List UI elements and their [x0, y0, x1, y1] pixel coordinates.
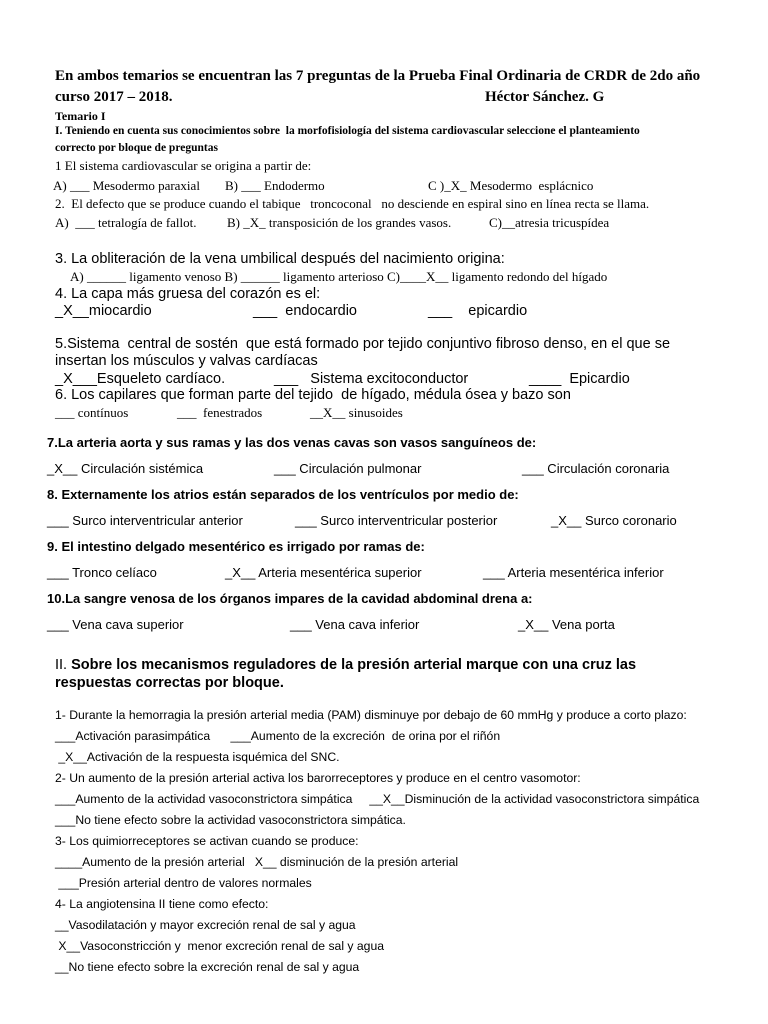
- question-8-option-c: _X__ Surco coronario: [551, 513, 677, 528]
- question-2-text: 2. El defecto que se produce cuando el tabique troncoconal no desciende en espiral sino en línea recta se llama.: [55, 196, 650, 211]
- temario-label: Temario I: [55, 109, 106, 123]
- section2-item-4-line3: __No tiene efecto sobre la excreción renal de sal y agua: [55, 960, 360, 974]
- section2-item-2-line1: ___Aumento de la actividad vasoconstrictora simpática __X__Disminución de la actividad vasoconstrictora simpática: [55, 792, 700, 806]
- section2-item-4-line2: X__Vasoconstricción y menor excreción renal de sal y agua: [55, 939, 385, 953]
- section2-item-1-question: 1- Durante la hemorragia la presión arterial media (PAM) disminuye por debajo de 60 mmHg y produce a corto plazo:: [55, 708, 687, 722]
- question-6-option-b: ___ fenestrados: [177, 405, 263, 420]
- question-2-option-b: B) _X_ transposición de los grandes vasos.: [227, 215, 452, 230]
- question-6-text: 6. Los capilares que forman parte del tejido de hígado, médula ósea y bazo son: [55, 387, 571, 403]
- section2-item-3-question: 3- Los quimiorreceptores se activan cuando se produce:: [55, 834, 359, 848]
- question-8-option-b: ___ Surco interventricular posterior: [295, 513, 498, 528]
- section2-item-2-question: 2- Un aumento de la presión arterial activa los barorreceptores y produce en el centro vasomotor:: [55, 771, 581, 785]
- question-8-option-a: ___ Surco interventricular anterior: [47, 513, 243, 528]
- question-10-option-a: ___ Vena cava superior: [47, 617, 184, 632]
- question-1-option-a: A) ___ Mesodermo paraxial: [53, 178, 200, 193]
- question-2-option-a: A) ___ tetralogía de fallot.: [55, 215, 197, 230]
- question-7-option-c: ___ Circulación coronaria: [522, 461, 670, 476]
- section2-item-4-question: 4- La angiotensina II tiene como efecto:: [55, 897, 269, 911]
- section1-intro-line2: correcto por bloque de preguntas: [55, 142, 218, 154]
- section2-item-1-line1: ___Activación parasimpática ___Aumento de la excreción de orina por el riñón: [55, 729, 501, 743]
- section2-heading-text: Sobre los mecanismos reguladores de la presión arterial marque con una cruz las: [67, 657, 637, 673]
- question-4-option-a: _X__miocardio: [55, 303, 152, 319]
- question-10-option-b: ___ Vena cava inferior: [290, 617, 420, 632]
- question-9-option-a: ___ Tronco celíaco: [47, 565, 157, 580]
- question-5-text-line2: insertan los músculos y valvas cardíacas: [55, 353, 318, 369]
- question-3-options: A) ______ ligamento venoso B) ______ ligamento arterioso C)____X__ ligamento redondo del hígado: [70, 269, 608, 284]
- section2-heading-line2: respuestas correctas por bloque.: [55, 675, 284, 691]
- section2-item-2-line2: ___No tiene efecto sobre la actividad vasoconstrictora simpática.: [55, 813, 406, 827]
- question-4-text: 4. La capa más gruesa del corazón es el:: [55, 286, 321, 302]
- question-5-option-a: _X___Esqueleto cardíaco.: [55, 371, 226, 387]
- document-title-line2: curso 2017 – 2018.: [55, 89, 173, 105]
- question-6-option-c: __X__ sinusoides: [310, 405, 403, 420]
- question-5-text-line1: 5.Sistema central de sostén que está formado por tejido conjuntivo fibroso denso, en el que se: [55, 336, 671, 352]
- question-4-option-b: ___ endocardio: [253, 303, 357, 319]
- question-9-option-c: ___ Arteria mesentérica inferior: [483, 565, 664, 580]
- question-6-option-a: ___ contínuos: [55, 405, 129, 420]
- question-3-text: 3. La obliteración de la vena umbilical después del nacimiento origina:: [55, 251, 505, 267]
- section1-intro-line1: I. Teniendo en cuenta sus conocimientos sobre la morfofisiología del sistema cardiovascular seleccione el planteamiento: [55, 125, 640, 137]
- section2-item-3-line1: ____Aumento de la presión arterial X__ disminución de la presión arterial: [55, 855, 459, 869]
- question-7-text: 7.La arteria aorta y sus ramas y las dos venas cavas son vasos sanguíneos de:: [47, 435, 537, 450]
- question-9-text: 9. El intestino delgado mesentérico es irrigado por ramas de:: [47, 539, 425, 554]
- document-author: Héctor Sánchez. G: [485, 89, 605, 105]
- question-1-option-c: C )_X_ Mesodermo esplácnico: [428, 178, 594, 193]
- question-5-option-b: ___ Sistema excitoconductor: [274, 371, 469, 387]
- document-title-line1: En ambos temarios se encuentran las 7 preguntas de la Prueba Final Ordinaria de CRDR de 2do año: [55, 68, 701, 84]
- question-7-option-a: _X__ Circulación sistémica: [47, 461, 204, 476]
- question-4-option-c: ___ epicardio: [428, 303, 528, 319]
- section2-item-3-line2: ___Presión arterial dentro de valores normales: [55, 876, 312, 890]
- section2-heading-prefix: II.: [55, 657, 68, 673]
- question-10-text: 10.La sangre venosa de los órganos impares de la cavidad abdominal drena a:: [47, 591, 533, 606]
- section2-item-1-line2: _X__Activación de la respuesta isquémica del SNC.: [55, 750, 340, 764]
- question-1-option-b: B) ___ Endodermo: [225, 178, 325, 193]
- question-2-option-c: C)__atresia tricuspídea: [489, 215, 610, 230]
- question-5-option-c: ____ Epicardio: [529, 371, 630, 387]
- question-7-option-b: ___ Circulación pulmonar: [274, 461, 422, 476]
- section2-item-4-line1: __Vasodilatación y mayor excreción renal de sal y agua: [55, 918, 356, 932]
- section2-heading-line1: [55, 658, 636, 673]
- question-10-option-c: _X__ Vena porta: [518, 617, 615, 632]
- question-1-text: 1 El sistema cardiovascular se origina a partir de:: [55, 158, 312, 173]
- question-8-text: 8. Externamente los atrios están separados de los ventrículos por medio de:: [47, 487, 519, 502]
- question-9-option-b: _X__ Arteria mesentérica superior: [225, 565, 422, 580]
